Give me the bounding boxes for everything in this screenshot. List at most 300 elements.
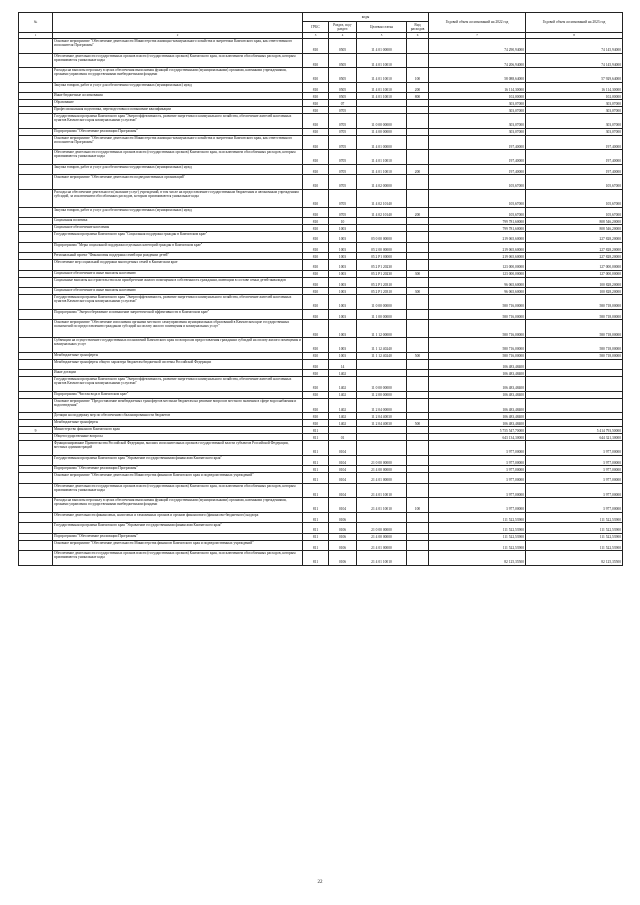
cell-r: 1003 — [329, 225, 357, 232]
cell-n — [19, 253, 53, 260]
cell-v — [407, 338, 429, 353]
cell-c: 21 0 00 00000 — [357, 523, 407, 534]
cell-v — [407, 320, 429, 338]
cell-v — [407, 540, 429, 551]
cell-n — [19, 175, 53, 190]
header-grbs: ГРБС — [303, 22, 329, 33]
cell-r: 0505 — [329, 68, 357, 83]
cell-n — [19, 320, 53, 338]
cell-v — [407, 391, 429, 398]
cell-b: 644 321,30000 — [526, 434, 623, 441]
cell-b: 197,40000 — [526, 150, 623, 165]
cell-c: 11 4 01 10010 — [357, 150, 407, 165]
cell-a: 106 483,48400 — [429, 377, 526, 392]
cell-r: 0104 — [329, 441, 357, 456]
header-num: № — [19, 13, 53, 33]
cell-c: 05 2 P1 20230 — [357, 270, 407, 277]
cell-b: 57 929,64000 — [526, 68, 623, 83]
cell-b: 227 828,20000 — [526, 253, 623, 260]
cell-name: Функционирование Правительства Российской Федерации, высших исполнительных органов государственной власти субъектов Российской Федерации, местных администраций — [53, 441, 303, 456]
cell-v — [407, 483, 429, 498]
cell-a: 3 977,00000 — [429, 455, 526, 466]
cell-r: 1003 — [329, 338, 357, 353]
cell-a: 106 483,48400 — [429, 398, 526, 413]
cell-name: Государственная программа Камчатского края "Энергоэффективность, развитие энергетики и коммунального хозяйства, обеспечение жителей населенных пунктов Камчатского края коммунальными услугами" — [53, 295, 303, 310]
cell-b: 100 828,20000 — [526, 288, 623, 295]
cell-name: Иные дотации — [53, 370, 303, 377]
cell-g: 810 — [303, 260, 329, 271]
cell-c: 05 0 00 00000 — [357, 232, 407, 243]
header-name — [53, 13, 303, 33]
table-row — [19, 189, 623, 207]
cell-n — [19, 420, 53, 427]
cell-g: 811 — [303, 523, 329, 534]
cell-name: Подпрограмма "Меры социальной поддержки отдельных категорий граждан в Камчатском крае" — [53, 242, 303, 253]
cell-name: Министерство финансов Камчатского края — [53, 427, 303, 434]
colnum: 2 — [53, 33, 303, 39]
cell-b: 303,07000 — [526, 107, 623, 114]
table-row — [19, 150, 623, 165]
cell-n — [19, 82, 53, 93]
cell-b: 74 145,94000 — [526, 53, 623, 68]
cell-c — [357, 107, 407, 114]
page-number: 22 — [317, 880, 323, 885]
cell-g: 810 — [303, 164, 329, 175]
cell-a: 105,67000 — [429, 207, 526, 218]
cell-r: 1003 — [329, 253, 357, 260]
table-row — [19, 391, 623, 398]
cell-g: 810 — [303, 295, 329, 310]
cell-g: 810 — [303, 352, 329, 359]
cell-a: 123 000,00000 — [429, 260, 526, 271]
cell-a: 197,40000 — [429, 150, 526, 165]
table-row — [19, 427, 623, 434]
cell-a: 799 781,60000 — [429, 225, 526, 232]
cell-r: 0705 — [329, 164, 357, 175]
table-row — [19, 295, 623, 310]
cell-c: 11 4 01 00000 — [357, 39, 407, 54]
cell-g: 810 — [303, 189, 329, 207]
cell-c: 11 1 12 00000 — [357, 320, 407, 338]
cell-b: 197,40000 — [526, 135, 623, 150]
cell-n — [19, 370, 53, 377]
cell-name: Подпрограмма "Энергосбережение и повышение энергетической эффективности в Камчатском крае" — [53, 309, 303, 320]
cell-b: 16 114,30000 — [526, 82, 623, 93]
cell-name: Профессиональная подготовка, переподготовка и повышение квалификации — [53, 107, 303, 114]
cell-a: 58 088,64000 — [429, 68, 526, 83]
cell-c: 11 2 00 00000 — [357, 391, 407, 398]
cell-b: 82 125,35500 — [526, 551, 623, 566]
cell-g: 811 — [303, 455, 329, 466]
cell-r: 0705 — [329, 114, 357, 129]
cell-g: 810 — [303, 309, 329, 320]
table-row — [19, 164, 623, 175]
cell-b: 580 718,00000 — [526, 352, 623, 359]
table-row — [19, 413, 623, 420]
cell-g: 810 — [303, 320, 329, 338]
cell-name: Основное мероприятие "Обеспечение деятельности Министерства жилищно-коммунального хозяйства и энергетики Камчатского края, как ответственного исполнителя Программы" — [53, 39, 303, 54]
table-row — [19, 338, 623, 353]
header-year-2022: Годовой объем ассигнований на 2022 год — [429, 13, 526, 33]
cell-v — [407, 455, 429, 466]
cell-a: 102,00000 — [429, 93, 526, 100]
cell-c: 11 4 00 00000 — [357, 128, 407, 135]
cell-g: 810 — [303, 391, 329, 398]
cell-c — [357, 100, 407, 107]
cell-v — [407, 53, 429, 68]
cell-c: 11 2 04 40030 — [357, 420, 407, 427]
cell-r: 0705 — [329, 189, 357, 207]
cell-name: Государственная программа Камчатского края "Управление государственными финансами Камчатского края" — [53, 455, 303, 466]
cell-v — [407, 260, 429, 271]
cell-name: Подпрограмма "Обеспечение реализации Программы" — [53, 128, 303, 135]
cell-a: 197,40000 — [429, 135, 526, 150]
cell-g: 810 — [303, 175, 329, 190]
cell-b: 105,67000 — [526, 207, 623, 218]
cell-n — [19, 53, 53, 68]
table-row — [19, 207, 623, 218]
cell-a: 111 522,53900 — [429, 533, 526, 540]
cell-c: 05 2 P1 20230 — [357, 260, 407, 271]
cell-c: 11 0 00 00000 — [357, 377, 407, 392]
cell-c: 21 4 01 00000 — [357, 473, 407, 484]
cell-v — [407, 309, 429, 320]
cell-n — [19, 242, 53, 253]
table-row — [19, 483, 623, 498]
cell-n — [19, 93, 53, 100]
cell-name: Общегосударственные вопросы — [53, 434, 303, 441]
cell-c: 11 4 02 10140 — [357, 207, 407, 218]
cell-v: 500 — [407, 420, 429, 427]
cell-a: 197,40000 — [429, 164, 526, 175]
cell-n — [19, 309, 53, 320]
cell-v — [407, 441, 429, 456]
cell-name: Основное мероприятие "Предоставление межбюджетных трансфертов местным бюджетам на решение вопросов местного значения в сфере водоснабжения и водоотведения" — [53, 398, 303, 413]
cell-a: 580 716,00000 — [429, 309, 526, 320]
table-row — [19, 260, 623, 271]
table-row — [19, 128, 623, 135]
cell-c: 11 4 01 10010 — [357, 82, 407, 93]
cell-c: 11 1 12 40240 — [357, 352, 407, 359]
cell-b: 227 828,20000 — [526, 232, 623, 243]
cell-r: 1003 — [329, 352, 357, 359]
cell-c — [357, 359, 407, 370]
cell-a: 106 483,48400 — [429, 413, 526, 420]
cell-b: 105,67000 — [526, 175, 623, 190]
cell-b: 111 522,53900 — [526, 540, 623, 551]
cell-a: 219 065,60000 — [429, 232, 526, 243]
cell-n — [19, 128, 53, 135]
table-row — [19, 270, 623, 277]
cell-g: 810 — [303, 39, 329, 54]
cell-b — [526, 359, 623, 370]
colnum: 7 — [429, 33, 526, 39]
cell-g: 811 — [303, 533, 329, 540]
table-row — [19, 498, 623, 513]
cell-c: 11 0 00 00000 — [357, 114, 407, 129]
cell-c: 05 2 P1 20310 — [357, 288, 407, 295]
cell-b: 580 718,00000 — [526, 320, 623, 338]
cell-c — [357, 434, 407, 441]
cell-n — [19, 398, 53, 413]
cell-b — [526, 398, 623, 413]
cell-name: Закупка товаров, работ и услуг для обеспечения государственных (муниципальных) нужд — [53, 164, 303, 175]
cell-v — [407, 218, 429, 225]
table-row — [19, 82, 623, 93]
table-body — [19, 39, 623, 566]
cell-g: 810 — [303, 377, 329, 392]
cell-name: Обеспечение деятельности финансовых, налоговых и таможенных органов и органов финансового (финансово-бюджетного) надзора — [53, 512, 303, 523]
cell-n — [19, 107, 53, 114]
cell-r: 1003 — [329, 277, 357, 288]
cell-r: 1003 — [329, 309, 357, 320]
cell-b: 227 828,20000 — [526, 242, 623, 253]
cell-v: 100 — [407, 498, 429, 513]
cell-name: Субвенции на осуществление государственных полномочий Камчатского края по вопросам предоставления гражданам субсидий на оплату жилого помещения и коммунальных услуг — [53, 338, 303, 353]
colnum: 5 — [357, 33, 407, 39]
cell-name: Социальное обеспечение населения — [53, 225, 303, 232]
cell-v: 200 — [407, 164, 429, 175]
table-row — [19, 135, 623, 150]
cell-a: 580 716,00000 — [429, 338, 526, 353]
cell-a: 303,07000 — [429, 107, 526, 114]
cell-v — [407, 100, 429, 107]
cell-c — [357, 427, 407, 434]
cell-n — [19, 533, 53, 540]
cell-v: 300 — [407, 288, 429, 295]
cell-g: 810 — [303, 270, 329, 277]
cell-v: 200 — [407, 207, 429, 218]
cell-r: 0106 — [329, 512, 357, 523]
table-row — [19, 232, 623, 243]
cell-c: 11 4 01 10010 — [357, 164, 407, 175]
cell-n — [19, 232, 53, 243]
table-row — [19, 68, 623, 83]
cell-r: 1003 — [329, 232, 357, 243]
cell-a: 799 781,60000 — [429, 218, 526, 225]
cell-c: 11 0 00 00000 — [357, 295, 407, 310]
cell-n — [19, 359, 53, 370]
cell-a: 219 065,60000 — [429, 242, 526, 253]
cell-n — [19, 483, 53, 498]
cell-n — [19, 135, 53, 150]
cell-name: Государственная программа Камчатского края "Энергоэффективность, развитие энергетики и коммунального хозяйства, обеспечение жителей населенных пунктов Камчатского края коммунальными услугами" — [53, 114, 303, 129]
cell-v — [407, 253, 429, 260]
cell-n — [19, 523, 53, 534]
table-row — [19, 540, 623, 551]
cell-name: Подпрограмма "Обеспечение реализации Программы" — [53, 533, 303, 540]
cell-g: 810 — [303, 225, 329, 232]
cell-n — [19, 441, 53, 456]
cell-v — [407, 473, 429, 484]
table-row — [19, 309, 623, 320]
cell-b: 102,00000 — [526, 93, 623, 100]
table-row — [19, 107, 623, 114]
cell-a: 580 716,00000 — [429, 320, 526, 338]
cell-name: Расходы на выплаты персоналу в целях обеспечения выполнения функций государственными (муниципальными) органами, казенными учреждениями, органами управления государственными внебюджетными фондами — [53, 68, 303, 83]
cell-n — [19, 413, 53, 420]
cell-a: 106 483,48400 — [429, 359, 526, 370]
cell-c: 11 1 12 40240 — [357, 338, 407, 353]
cell-n — [19, 39, 53, 54]
cell-n — [19, 377, 53, 392]
cell-c: 05 2 P1 00000 — [357, 253, 407, 260]
cell-g: 810 — [303, 288, 329, 295]
cell-r: 0505 — [329, 82, 357, 93]
cell-c: 11 4 02 00000 — [357, 175, 407, 190]
cell-g: 810 — [303, 114, 329, 129]
cell-v — [407, 232, 429, 243]
cell-n — [19, 391, 53, 398]
cell-r: 0505 — [329, 39, 357, 54]
cell-a: 3 977,00000 — [429, 473, 526, 484]
cell-n — [19, 225, 53, 232]
cell-r: 0705 — [329, 150, 357, 165]
table-row — [19, 100, 623, 107]
cell-a: 3 977,00000 — [429, 441, 526, 456]
cell-g: 810 — [303, 82, 329, 93]
budget-table — [18, 12, 623, 566]
cell-v — [407, 434, 429, 441]
cell-a: 219 065,60000 — [429, 253, 526, 260]
cell-c — [357, 441, 407, 456]
cell-c: 11 4 01 10010 — [357, 53, 407, 68]
cell-name: Закупка товаров, работ и услуг для обеспечения государственных (муниципальных) нужд — [53, 82, 303, 93]
cell-g: 811 — [303, 434, 329, 441]
cell-name: Социальное обеспечение и иные выплаты населению — [53, 270, 303, 277]
cell-b: 74 145,94000 — [526, 39, 623, 54]
cell-v — [407, 413, 429, 420]
cell-name: Расходы на выплаты персоналу в целях обеспечения выполнения функций государственными (муниципальными) органами, казенными учреждениями, органами управления государственными внебюджетными фондами — [53, 498, 303, 513]
cell-g: 811 — [303, 512, 329, 523]
cell-g: 810 — [303, 53, 329, 68]
cell-c: 21 4 01 10010 — [357, 483, 407, 498]
cell-v: 100 — [407, 68, 429, 83]
cell-g: 810 — [303, 232, 329, 243]
cell-g: 810 — [303, 93, 329, 100]
cell-name: Образование — [53, 100, 303, 107]
colnum: 1 — [19, 33, 53, 39]
cell-a: 111 522,53900 — [429, 540, 526, 551]
cell-b — [526, 391, 623, 398]
cell-c — [357, 370, 407, 377]
cell-r: 0104 — [329, 498, 357, 513]
cell-r: 1003 — [329, 270, 357, 277]
cell-r: 0106 — [329, 533, 357, 540]
cell-b: 5 414 793,50000 — [526, 427, 623, 434]
cell-b: 100 828,20000 — [526, 277, 623, 288]
cell-v: 800 — [407, 93, 429, 100]
cell-v — [407, 370, 429, 377]
cell-b: 580 718,00000 — [526, 309, 623, 320]
cell-v — [407, 242, 429, 253]
cell-v — [407, 175, 429, 190]
cell-v — [407, 377, 429, 392]
table-row — [19, 420, 623, 427]
cell-c: 05 2 00 00000 — [357, 242, 407, 253]
cell-b: 111 522,53900 — [526, 533, 623, 540]
cell-n — [19, 189, 53, 207]
cell-r: 1003 — [329, 288, 357, 295]
header-csr: Целевая статья — [357, 22, 407, 33]
cell-v: 300 — [407, 270, 429, 277]
table-row — [19, 242, 623, 253]
table-row — [19, 320, 623, 338]
cell-r: 0104 — [329, 483, 357, 498]
cell-r: 1402 — [329, 391, 357, 398]
table-row — [19, 93, 623, 100]
cell-g: 811 — [303, 441, 329, 456]
cell-g: 810 — [303, 68, 329, 83]
cell-v — [407, 523, 429, 534]
table-row — [19, 218, 623, 225]
cell-v — [407, 551, 429, 566]
cell-name: Межбюджетные трансферты — [53, 420, 303, 427]
cell-c: 21 4 00 00000 — [357, 533, 407, 540]
cell-a: 96 065,60000 — [429, 277, 526, 288]
cell-a: 82 125,35500 — [429, 551, 526, 566]
cell-r: 1402 — [329, 370, 357, 377]
cell-a: 106 483,48400 — [429, 370, 526, 377]
cell-n — [19, 466, 53, 473]
cell-v — [407, 512, 429, 523]
cell-g: 810 — [303, 413, 329, 420]
cell-name: Обеспечение мер социальной поддержки многодетных семей в Камчатском крае — [53, 260, 303, 271]
table-row — [19, 512, 623, 523]
colnum: 6 — [407, 33, 429, 39]
cell-v — [407, 114, 429, 129]
cell-b: 3 977,00000 — [526, 455, 623, 466]
cell-a: 5 755 547,70000 — [429, 427, 526, 434]
cell-name: Межбюджетные трансферты общего характера бюджетам бюджетной системы Российской Федерации — [53, 359, 303, 370]
header-razdel: Раздел, под-раздел — [329, 22, 357, 33]
table-row — [19, 533, 623, 540]
cell-n — [19, 218, 53, 225]
table-row — [19, 434, 623, 441]
cell-g: 811 — [303, 466, 329, 473]
cell-a: 303,07000 — [429, 100, 526, 107]
cell-r: 0705 — [329, 107, 357, 114]
cell-v — [407, 533, 429, 540]
cell-n — [19, 473, 53, 484]
budget-table-sheet — [18, 12, 622, 566]
cell-c: 11 4 02 10140 — [357, 189, 407, 207]
cell-v: 500 — [407, 352, 429, 359]
table-row — [19, 370, 623, 377]
cell-r: 14 — [329, 359, 357, 370]
cell-a: 3 977,00000 — [429, 466, 526, 473]
cell-name: Обеспечение деятельности государственных органов власти (государственных органов) Камчатского края, за исключением обособленных расходов, которым присваиваются уникальные коды — [53, 551, 303, 566]
table-row — [19, 288, 623, 295]
cell-r: 0106 — [329, 551, 357, 566]
colnum: 4 — [329, 33, 357, 39]
cell-r: 0505 — [329, 93, 357, 100]
cell-name: Основное мероприятие "Обеспечение деятельности Министерства жилищно-коммунального хозяйства и энергетики Камчатского края, как ответственного исполнителя Программы" — [53, 135, 303, 150]
cell-r: 0705 — [329, 128, 357, 135]
cell-n — [19, 288, 53, 295]
cell-g: 810 — [303, 128, 329, 135]
cell-a: 643 134,30000 — [429, 434, 526, 441]
cell-v: 200 — [407, 82, 429, 93]
cell-n — [19, 434, 53, 441]
cell-r: 0705 — [329, 135, 357, 150]
cell-v — [407, 427, 429, 434]
cell-b: 3 977,00000 — [526, 498, 623, 513]
cell-r: 0106 — [329, 523, 357, 534]
cell-g: 811 — [303, 473, 329, 484]
table-row — [19, 253, 623, 260]
cell-n — [19, 295, 53, 310]
